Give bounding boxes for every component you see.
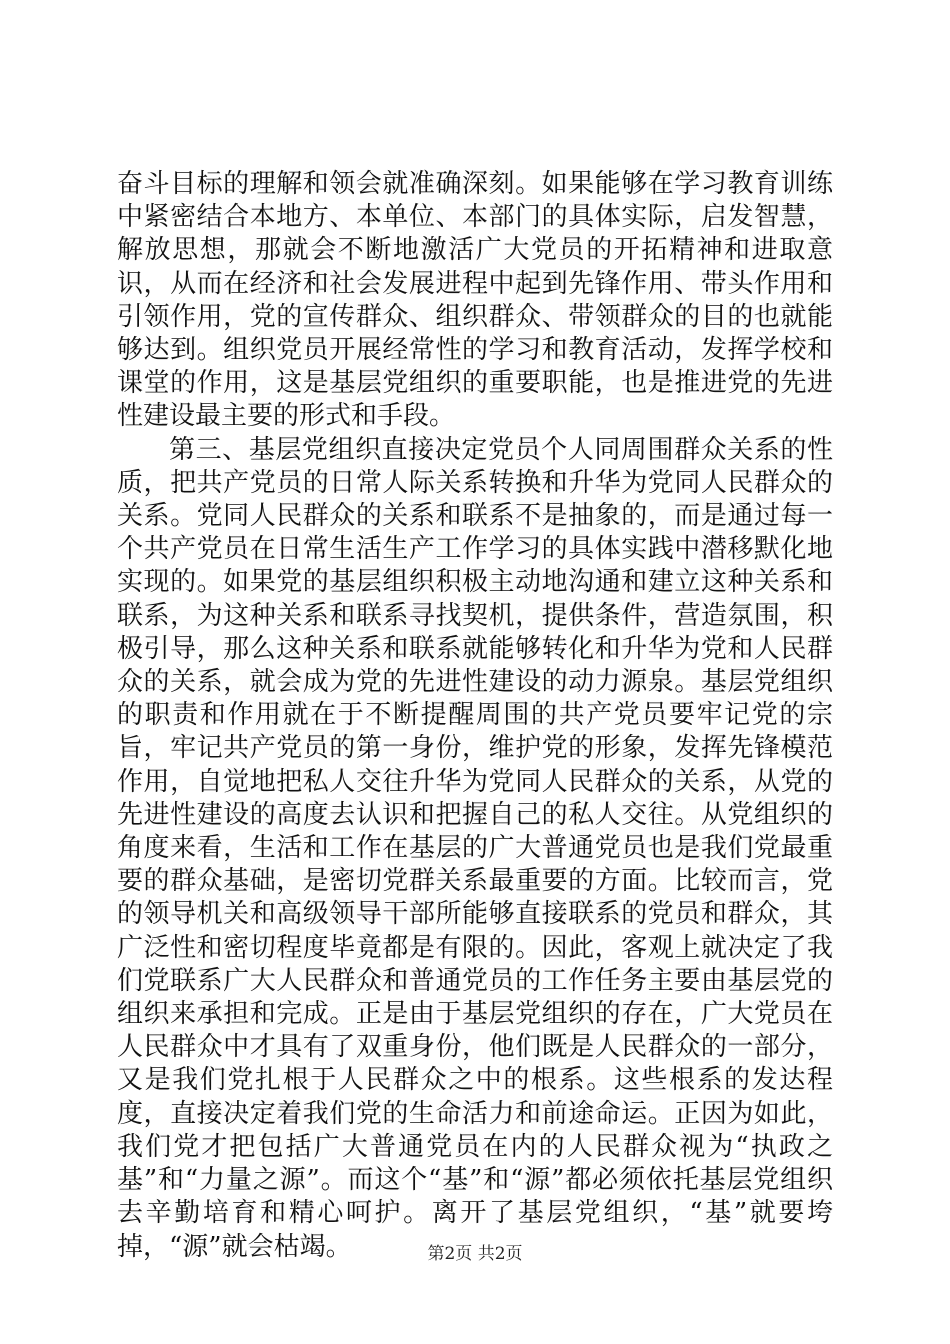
paragraph-third-point: 第三、基层党组织直接决定党员个人同周围群众关系的性质，把共产党员的日常人际关系转换和升华为党同人民群众的关系。党同人民群众的关系和联系不是抽象的，而是通过每一个共产党员在日常生活生产工作学习的具体实践中潜移默化地实现的。如果党的基层组织积极主动地沟通和建立这种关系和联系，为这种关系和联系寻找契机，提供条件，营造氛围，积极引导，那么这种关系和联系就能够转化和升华为党和人民群众的关系，就会成为党的先进性建设的动力源泉。基层党组织的职责和作用就在于不断提醒周围的共产党员要牢记党的宗旨，牢记共产党员的第一身份，维护党的形象，发挥先锋模范作用，自觉地把私人交往升华为党同人民群众的关系，从党的先进性建设的高度去认识和把握自己的私人交往。从党组织的角度来看，生活和工作在基层的广大普通党员也是我们党最重要的群众基础，是密切党群关系最重要的方面。比较而言，党的领导机关和高级领导干部所能够直接联系的党员和群众，其广泛性和密切程度毕竟都是有限的。因此，客观上就决定了我们党联系广大人民群众和普通党员的工作任务主要由基层党的组织来承担和完成。正是由于基层党组织的存在，广大党员在人民群众中才具有了双重身份，他们既是人民群众的一部分，又是我们党扎根于人民群众之中的根系。这些根系的发达程度，直接决定着我们党的生命活力和前途命运。正因为如此，我们党才把包括广大普通党员在内的人民群众视为“执政之基”和“力量之源”。而这个“基”和“源”都必须依托基层党组织去辛勤培育和精心呵护。离开了基层党组织，“基”就要垮掉，“源”就会枯竭。 — [117, 434, 833, 1262]
paragraph-continuation: 奋斗目标的理解和领会就准确深刻。如果能够在学习教育训练中紧密结合本地方、本单位、本部门的具体实际，启发智慧，解放思想，那就会不断地激活广大党员的开拓精神和进取意识，从而在经济和社会发展进程中起到先锋作用、带头作用和引领作用，党的宣传群众、组织群众、带领群众的目的也就能够达到。组织党员开展经常性的学习和教育活动，发挥学校和课堂的作用，这是基层党组织的重要职能，也是推进党的先进性建设最主要的形式和手段。 — [117, 169, 833, 432]
page-number-footer: 第2页 共2页 — [427, 1244, 523, 1264]
document-body — [117, 168, 833, 1264]
